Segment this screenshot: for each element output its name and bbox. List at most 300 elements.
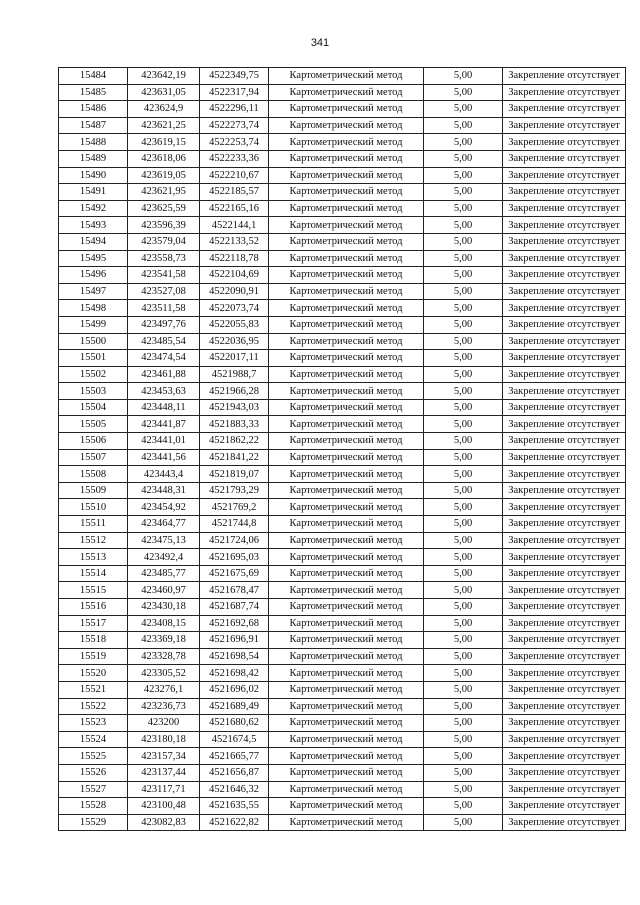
method-cell: Картометрический метод [269, 350, 424, 367]
fixing-cell: Закрепление отсутствует [503, 350, 626, 367]
fixing-cell: Закрепление отсутствует [503, 516, 626, 533]
table-row [59, 250, 626, 267]
table-row [59, 283, 626, 300]
accuracy-cell: 5,00 [424, 781, 503, 798]
method-cell: Картометрический метод [269, 798, 424, 815]
accuracy-cell: 5,00 [424, 84, 503, 101]
y-coordinate-cell: 4522073,74 [200, 300, 269, 317]
y-coordinate-cell: 4522233,36 [200, 150, 269, 167]
y-coordinate-cell: 4521680,62 [200, 715, 269, 732]
point-number-cell: 15498 [59, 300, 128, 317]
x-coordinate-cell: 423454,92 [128, 499, 200, 516]
y-coordinate-cell: 4521674,5 [200, 731, 269, 748]
fixing-cell: Закрепление отсутствует [503, 715, 626, 732]
x-coordinate-cell: 423441,87 [128, 416, 200, 433]
coordinates-table [58, 67, 626, 831]
x-coordinate-cell: 423497,76 [128, 316, 200, 333]
point-number-cell: 15521 [59, 681, 128, 698]
method-cell: Картометрический метод [269, 615, 424, 632]
x-coordinate-cell: 423464,77 [128, 516, 200, 533]
point-number-cell: 15511 [59, 516, 128, 533]
y-coordinate-cell: 4522349,75 [200, 68, 269, 85]
x-coordinate-cell: 423621,95 [128, 184, 200, 201]
method-cell: Картометрический метод [269, 632, 424, 649]
fixing-cell: Закрепление отсутствует [503, 84, 626, 101]
point-number-cell: 15492 [59, 200, 128, 217]
x-coordinate-cell: 423485,77 [128, 565, 200, 582]
method-cell: Картометрический метод [269, 466, 424, 483]
point-number-cell: 15488 [59, 134, 128, 151]
method-cell: Картометрический метод [269, 316, 424, 333]
y-coordinate-cell: 4521656,87 [200, 764, 269, 781]
method-cell: Картометрический метод [269, 366, 424, 383]
point-number-cell: 15487 [59, 117, 128, 134]
table-row [59, 300, 626, 317]
method-cell: Картометрический метод [269, 101, 424, 118]
method-cell: Картометрический метод [269, 516, 424, 533]
y-coordinate-cell: 4521698,42 [200, 665, 269, 682]
accuracy-cell: 5,00 [424, 499, 503, 516]
point-number-cell: 15523 [59, 715, 128, 732]
method-cell: Картометрический метод [269, 532, 424, 549]
accuracy-cell: 5,00 [424, 698, 503, 715]
fixing-cell: Закрепление отсутствует [503, 250, 626, 267]
point-number-cell: 15517 [59, 615, 128, 632]
point-number-cell: 15519 [59, 648, 128, 665]
point-number-cell: 15493 [59, 217, 128, 234]
table-row [59, 615, 626, 632]
method-cell: Картометрический метод [269, 283, 424, 300]
x-coordinate-cell: 423180,18 [128, 731, 200, 748]
method-cell: Картометрический метод [269, 449, 424, 466]
method-cell: Картометрический метод [269, 167, 424, 184]
x-coordinate-cell: 423276,1 [128, 681, 200, 698]
accuracy-cell: 5,00 [424, 482, 503, 499]
method-cell: Картометрический метод [269, 731, 424, 748]
table-row [59, 549, 626, 566]
table-row [59, 316, 626, 333]
table-row [59, 84, 626, 101]
x-coordinate-cell: 423443,4 [128, 466, 200, 483]
x-coordinate-cell: 423369,18 [128, 632, 200, 649]
x-coordinate-cell: 423527,08 [128, 283, 200, 300]
fixing-cell: Закрепление отсутствует [503, 482, 626, 499]
accuracy-cell: 5,00 [424, 764, 503, 781]
method-cell: Картометрический метод [269, 200, 424, 217]
method-cell: Картометрический метод [269, 764, 424, 781]
fixing-cell: Закрепление отсутствует [503, 184, 626, 201]
y-coordinate-cell: 4521883,33 [200, 416, 269, 433]
point-number-cell: 15507 [59, 449, 128, 466]
method-cell: Картометрический метод [269, 84, 424, 101]
point-number-cell: 15509 [59, 482, 128, 499]
x-coordinate-cell: 423619,05 [128, 167, 200, 184]
table-row [59, 200, 626, 217]
point-number-cell: 15501 [59, 350, 128, 367]
y-coordinate-cell: 4522090,91 [200, 283, 269, 300]
accuracy-cell: 5,00 [424, 150, 503, 167]
x-coordinate-cell: 423485,54 [128, 333, 200, 350]
fixing-cell: Закрепление отсутствует [503, 781, 626, 798]
table-row [59, 648, 626, 665]
y-coordinate-cell: 4521841,22 [200, 449, 269, 466]
point-number-cell: 15515 [59, 582, 128, 599]
accuracy-cell: 5,00 [424, 449, 503, 466]
method-cell: Картометрический метод [269, 814, 424, 831]
x-coordinate-cell: 423305,52 [128, 665, 200, 682]
point-number-cell: 15500 [59, 333, 128, 350]
x-coordinate-cell: 423631,05 [128, 84, 200, 101]
table-row [59, 798, 626, 815]
y-coordinate-cell: 4522118,78 [200, 250, 269, 267]
method-cell: Картометрический метод [269, 748, 424, 765]
method-cell: Картометрический метод [269, 150, 424, 167]
accuracy-cell: 5,00 [424, 814, 503, 831]
table-row [59, 814, 626, 831]
fixing-cell: Закрепление отсутствует [503, 814, 626, 831]
y-coordinate-cell: 4521692,68 [200, 615, 269, 632]
table-row [59, 383, 626, 400]
x-coordinate-cell: 423448,11 [128, 399, 200, 416]
fixing-cell: Закрепление отсутствует [503, 632, 626, 649]
y-coordinate-cell: 4521675,69 [200, 565, 269, 582]
x-coordinate-cell: 423475,13 [128, 532, 200, 549]
y-coordinate-cell: 4522144,1 [200, 217, 269, 234]
y-coordinate-cell: 4522036,95 [200, 333, 269, 350]
point-number-cell: 15506 [59, 433, 128, 450]
y-coordinate-cell: 4521988,7 [200, 366, 269, 383]
table-row [59, 267, 626, 284]
table-row [59, 681, 626, 698]
table-row [59, 217, 626, 234]
accuracy-cell: 5,00 [424, 665, 503, 682]
method-cell: Картометрический метод [269, 333, 424, 350]
method-cell: Картометрический метод [269, 233, 424, 250]
table-row [59, 117, 626, 134]
y-coordinate-cell: 4521966,28 [200, 383, 269, 400]
method-cell: Картометрический метод [269, 68, 424, 85]
table-row [59, 449, 626, 466]
point-number-cell: 15516 [59, 599, 128, 616]
table-row [59, 499, 626, 516]
fixing-cell: Закрепление отсутствует [503, 267, 626, 284]
fixing-cell: Закрепление отсутствует [503, 200, 626, 217]
table-row [59, 466, 626, 483]
accuracy-cell: 5,00 [424, 532, 503, 549]
method-cell: Картометрический метод [269, 565, 424, 582]
accuracy-cell: 5,00 [424, 200, 503, 217]
method-cell: Картометрический метод [269, 599, 424, 616]
accuracy-cell: 5,00 [424, 416, 503, 433]
point-number-cell: 15491 [59, 184, 128, 201]
method-cell: Картометрический метод [269, 250, 424, 267]
y-coordinate-cell: 4521696,02 [200, 681, 269, 698]
point-number-cell: 15528 [59, 798, 128, 815]
x-coordinate-cell: 423625,59 [128, 200, 200, 217]
table-row [59, 184, 626, 201]
fixing-cell: Закрепление отсутствует [503, 217, 626, 234]
accuracy-cell: 5,00 [424, 599, 503, 616]
fixing-cell: Закрепление отсутствует [503, 798, 626, 815]
method-cell: Картометрический метод [269, 549, 424, 566]
x-coordinate-cell: 423200 [128, 715, 200, 732]
y-coordinate-cell: 4522185,57 [200, 184, 269, 201]
table-row [59, 764, 626, 781]
y-coordinate-cell: 4521724,06 [200, 532, 269, 549]
x-coordinate-cell: 423441,01 [128, 433, 200, 450]
fixing-cell: Закрепление отсутствует [503, 150, 626, 167]
point-number-cell: 15526 [59, 764, 128, 781]
fixing-cell: Закрепление отсутствует [503, 466, 626, 483]
accuracy-cell: 5,00 [424, 350, 503, 367]
x-coordinate-cell: 423082,83 [128, 814, 200, 831]
method-cell: Картометрический метод [269, 383, 424, 400]
fixing-cell: Закрепление отсутствует [503, 449, 626, 466]
method-cell: Картометрический метод [269, 648, 424, 665]
accuracy-cell: 5,00 [424, 798, 503, 815]
accuracy-cell: 5,00 [424, 233, 503, 250]
y-coordinate-cell: 4521695,03 [200, 549, 269, 566]
table-row [59, 101, 626, 118]
accuracy-cell: 5,00 [424, 101, 503, 118]
table-row [59, 167, 626, 184]
y-coordinate-cell: 4521646,32 [200, 781, 269, 798]
fixing-cell: Закрепление отсутствует [503, 764, 626, 781]
point-number-cell: 15512 [59, 532, 128, 549]
accuracy-cell: 5,00 [424, 184, 503, 201]
x-coordinate-cell: 423596,39 [128, 217, 200, 234]
point-number-cell: 15514 [59, 565, 128, 582]
point-number-cell: 15503 [59, 383, 128, 400]
x-coordinate-cell: 423137,44 [128, 764, 200, 781]
x-coordinate-cell: 423408,15 [128, 615, 200, 632]
table-row [59, 416, 626, 433]
y-coordinate-cell: 4522055,83 [200, 316, 269, 333]
accuracy-cell: 5,00 [424, 217, 503, 234]
table-row [59, 516, 626, 533]
x-coordinate-cell: 423453,63 [128, 383, 200, 400]
table-row [59, 565, 626, 582]
point-number-cell: 15496 [59, 267, 128, 284]
fixing-cell: Закрепление отсутствует [503, 383, 626, 400]
fixing-cell: Закрепление отсутствует [503, 300, 626, 317]
x-coordinate-cell: 423474,54 [128, 350, 200, 367]
method-cell: Картометрический метод [269, 433, 424, 450]
accuracy-cell: 5,00 [424, 68, 503, 85]
accuracy-cell: 5,00 [424, 549, 503, 566]
fixing-cell: Закрепление отсутствует [503, 665, 626, 682]
accuracy-cell: 5,00 [424, 117, 503, 134]
point-number-cell: 15489 [59, 150, 128, 167]
x-coordinate-cell: 423460,97 [128, 582, 200, 599]
accuracy-cell: 5,00 [424, 267, 503, 284]
table-row [59, 482, 626, 499]
method-cell: Картометрический метод [269, 117, 424, 134]
x-coordinate-cell: 423558,73 [128, 250, 200, 267]
x-coordinate-cell: 423448,31 [128, 482, 200, 499]
y-coordinate-cell: 4521862,22 [200, 433, 269, 450]
x-coordinate-cell: 423430,18 [128, 599, 200, 616]
table-row [59, 532, 626, 549]
accuracy-cell: 5,00 [424, 300, 503, 317]
accuracy-cell: 5,00 [424, 366, 503, 383]
fixing-cell: Закрепление отсутствует [503, 565, 626, 582]
fixing-cell: Закрепление отсутствует [503, 333, 626, 350]
method-cell: Картометрический метод [269, 715, 424, 732]
method-cell: Картометрический метод [269, 217, 424, 234]
x-coordinate-cell: 423624,9 [128, 101, 200, 118]
x-coordinate-cell: 423100,48 [128, 798, 200, 815]
accuracy-cell: 5,00 [424, 283, 503, 300]
table-row [59, 715, 626, 732]
fixing-cell: Закрепление отсутствует [503, 233, 626, 250]
fixing-cell: Закрепление отсутствует [503, 532, 626, 549]
fixing-cell: Закрепление отсутствует [503, 316, 626, 333]
x-coordinate-cell: 423642,19 [128, 68, 200, 85]
point-number-cell: 15502 [59, 366, 128, 383]
x-coordinate-cell: 423621,25 [128, 117, 200, 134]
table-row [59, 433, 626, 450]
table-row [59, 233, 626, 250]
method-cell: Картометрический метод [269, 134, 424, 151]
table-row [59, 698, 626, 715]
fixing-cell: Закрепление отсутствует [503, 101, 626, 118]
x-coordinate-cell: 423117,71 [128, 781, 200, 798]
method-cell: Картометрический метод [269, 300, 424, 317]
coordinates-table-body [59, 68, 626, 831]
point-number-cell: 15505 [59, 416, 128, 433]
fixing-cell: Закрепление отсутствует [503, 648, 626, 665]
fixing-cell: Закрепление отсутствует [503, 599, 626, 616]
point-number-cell: 15518 [59, 632, 128, 649]
point-number-cell: 15524 [59, 731, 128, 748]
accuracy-cell: 5,00 [424, 715, 503, 732]
point-number-cell: 15499 [59, 316, 128, 333]
point-number-cell: 15527 [59, 781, 128, 798]
fixing-cell: Закрепление отсутствует [503, 416, 626, 433]
method-cell: Картометрический метод [269, 665, 424, 682]
accuracy-cell: 5,00 [424, 316, 503, 333]
fixing-cell: Закрепление отсутствует [503, 681, 626, 698]
y-coordinate-cell: 4522165,16 [200, 200, 269, 217]
y-coordinate-cell: 4521665,77 [200, 748, 269, 765]
point-number-cell: 15486 [59, 101, 128, 118]
table-row [59, 150, 626, 167]
x-coordinate-cell: 423541,58 [128, 267, 200, 284]
fixing-cell: Закрепление отсутствует [503, 731, 626, 748]
y-coordinate-cell: 4521819,07 [200, 466, 269, 483]
y-coordinate-cell: 4521793,29 [200, 482, 269, 499]
method-cell: Картометрический метод [269, 698, 424, 715]
accuracy-cell: 5,00 [424, 615, 503, 632]
y-coordinate-cell: 4522253,74 [200, 134, 269, 151]
fixing-cell: Закрепление отсутствует [503, 134, 626, 151]
table-row [59, 781, 626, 798]
y-coordinate-cell: 4521744,8 [200, 516, 269, 533]
y-coordinate-cell: 4522273,74 [200, 117, 269, 134]
point-number-cell: 15522 [59, 698, 128, 715]
accuracy-cell: 5,00 [424, 399, 503, 416]
point-number-cell: 15485 [59, 84, 128, 101]
y-coordinate-cell: 4522296,11 [200, 101, 269, 118]
point-number-cell: 15510 [59, 499, 128, 516]
accuracy-cell: 5,00 [424, 250, 503, 267]
x-coordinate-cell: 423619,15 [128, 134, 200, 151]
y-coordinate-cell: 4521635,55 [200, 798, 269, 815]
table-row [59, 748, 626, 765]
accuracy-cell: 5,00 [424, 748, 503, 765]
fixing-cell: Закрепление отсутствует [503, 698, 626, 715]
fixing-cell: Закрепление отсутствует [503, 366, 626, 383]
y-coordinate-cell: 4522317,94 [200, 84, 269, 101]
method-cell: Картометрический метод [269, 781, 424, 798]
accuracy-cell: 5,00 [424, 582, 503, 599]
x-coordinate-cell: 423461,88 [128, 366, 200, 383]
table-row [59, 68, 626, 85]
table-row [59, 399, 626, 416]
page-number: 341 [310, 37, 330, 49]
fixing-cell: Закрепление отсутствует [503, 433, 626, 450]
method-cell: Картометрический метод [269, 416, 424, 433]
table-row [59, 599, 626, 616]
x-coordinate-cell: 423492,4 [128, 549, 200, 566]
accuracy-cell: 5,00 [424, 167, 503, 184]
table-row [59, 582, 626, 599]
y-coordinate-cell: 4521689,49 [200, 698, 269, 715]
point-number-cell: 15529 [59, 814, 128, 831]
table-row [59, 366, 626, 383]
x-coordinate-cell: 423441,56 [128, 449, 200, 466]
y-coordinate-cell: 4521769,2 [200, 499, 269, 516]
accuracy-cell: 5,00 [424, 632, 503, 649]
fixing-cell: Закрепление отсутствует [503, 499, 626, 516]
fixing-cell: Закрепление отсутствует [503, 117, 626, 134]
table-row [59, 350, 626, 367]
method-cell: Картометрический метод [269, 267, 424, 284]
y-coordinate-cell: 4521678,47 [200, 582, 269, 599]
accuracy-cell: 5,00 [424, 681, 503, 698]
point-number-cell: 15504 [59, 399, 128, 416]
point-number-cell: 15497 [59, 283, 128, 300]
accuracy-cell: 5,00 [424, 565, 503, 582]
fixing-cell: Закрепление отсутствует [503, 748, 626, 765]
accuracy-cell: 5,00 [424, 134, 503, 151]
x-coordinate-cell: 423328,78 [128, 648, 200, 665]
y-coordinate-cell: 4522104,69 [200, 267, 269, 284]
accuracy-cell: 5,00 [424, 466, 503, 483]
x-coordinate-cell: 423511,58 [128, 300, 200, 317]
fixing-cell: Закрепление отсутствует [503, 615, 626, 632]
accuracy-cell: 5,00 [424, 433, 503, 450]
accuracy-cell: 5,00 [424, 731, 503, 748]
point-number-cell: 15494 [59, 233, 128, 250]
x-coordinate-cell: 423579,04 [128, 233, 200, 250]
method-cell: Картометрический метод [269, 582, 424, 599]
table-row [59, 333, 626, 350]
y-coordinate-cell: 4521696,91 [200, 632, 269, 649]
fixing-cell: Закрепление отсутствует [503, 549, 626, 566]
fixing-cell: Закрепление отсутствует [503, 68, 626, 85]
y-coordinate-cell: 4521698,54 [200, 648, 269, 665]
method-cell: Картометрический метод [269, 184, 424, 201]
method-cell: Картометрический метод [269, 399, 424, 416]
point-number-cell: 15484 [59, 68, 128, 85]
y-coordinate-cell: 4522210,67 [200, 167, 269, 184]
point-number-cell: 15520 [59, 665, 128, 682]
table-row [59, 632, 626, 649]
point-number-cell: 15490 [59, 167, 128, 184]
table-row [59, 134, 626, 151]
